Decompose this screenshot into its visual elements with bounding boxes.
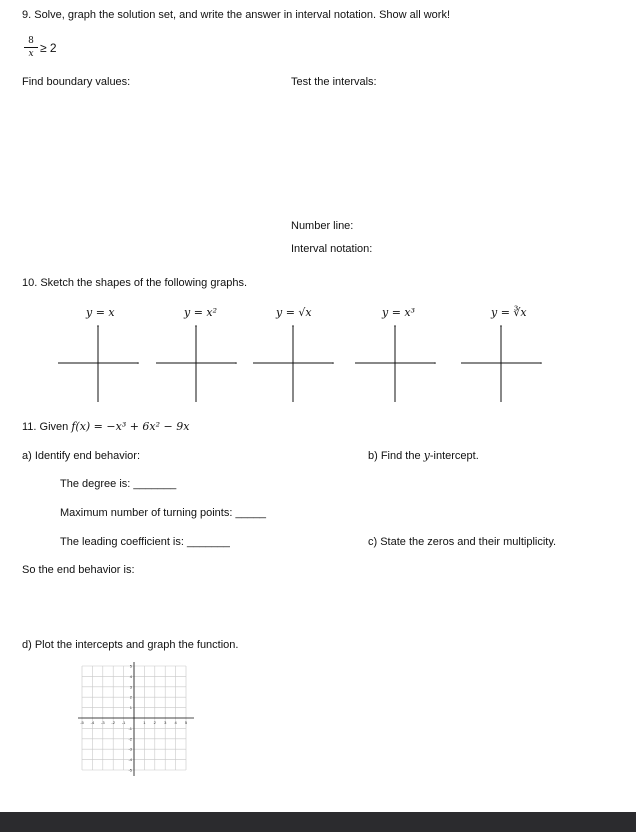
graph-label-cubic: y = x³ (382, 306, 416, 319)
graph-label-cbrt: y = ∛x (491, 306, 527, 319)
grid-y-tick-label: 4 (129, 673, 132, 679)
graph-label-sqrt: y = √x (276, 306, 312, 319)
grid-y-tick-label: 5 (129, 663, 132, 669)
q9-fraction (24, 36, 38, 59)
q9-number-line-label: Number line: (291, 220, 354, 232)
grid-y-tick-label: 2 (129, 694, 132, 700)
coordinate-grid[interactable] (78, 662, 196, 774)
grid-x-tick-label: 5 (184, 720, 188, 725)
q10-prompt: 10. Sketch the shapes of the following graphs. (22, 277, 248, 289)
grid-x-tick-label: -2 (111, 720, 115, 725)
graph-label-linear: y = x (86, 306, 115, 319)
grid-x-tick-label: -1 (121, 720, 126, 725)
grid-x-tick-label: -3 (101, 720, 105, 725)
q9-numerator: 8 (28, 36, 34, 46)
axes-sqrt[interactable] (253, 326, 337, 406)
grid-y-tick-label: -4 (128, 757, 132, 763)
grid-y-tick-label: -1 (128, 725, 132, 731)
grid-x-tick-label: -5 (80, 720, 84, 725)
grid-x-tick-label: -4 (90, 720, 95, 725)
q9-denominator: x (28, 49, 34, 59)
q11d-label: d) Plot the intercepts and graph the function. (22, 639, 239, 651)
grid-y-tick-label: -2 (128, 736, 132, 742)
q11a-label: a) Identify end behavior: (22, 450, 141, 462)
q11b-prefix: b) Find the (368, 450, 424, 462)
end-behavior-label: So the end behavior is: (22, 564, 135, 576)
axes-quadratic[interactable] (156, 326, 240, 406)
turning-points-label: Maximum number of turning points: _____ (60, 507, 267, 519)
q9-boundary-label: Find boundary values: (22, 76, 131, 88)
grid-y-tick-label: -5 (128, 767, 132, 773)
q11b-label (368, 449, 479, 463)
grid-x-tick-label: 2 (153, 720, 156, 725)
grid-x-tick-label: 3 (164, 720, 167, 725)
grid-y-tick-label: 3 (129, 684, 132, 690)
q11b-var: y (423, 449, 430, 462)
footer-bar (0, 812, 636, 832)
grid-y-tick-label: 1 (129, 705, 132, 711)
axes-cbrt[interactable] (461, 326, 545, 406)
grid-x-tick-label: 1 (143, 720, 146, 725)
q9-test-label: Test the intervals: (291, 76, 377, 88)
q9-interval-label: Interval notation: (291, 243, 373, 255)
degree-label: The degree is: _______ (60, 478, 177, 490)
q11c-label: c) State the zeros and their multiplicity. (368, 536, 557, 548)
q11b-suffix: -intercept. (429, 450, 479, 462)
grid-x-tick-label: 4 (174, 720, 177, 725)
graph-label-quadratic: y = x² (184, 306, 218, 319)
q11-prompt (22, 420, 189, 434)
grid-y-tick-label: -3 (128, 746, 132, 752)
leading-coefficient-label: The leading coefficient is: _______ (60, 536, 230, 548)
axes-linear[interactable] (58, 326, 142, 406)
q9-relation: ≥ 2 (40, 41, 57, 55)
q9-prompt: 9. Solve, graph the solution set, and write the answer in interval notation. Show all work! (22, 9, 451, 21)
q11-prompt-prefix: 11. Given (22, 421, 72, 433)
axes-cubic[interactable] (355, 326, 439, 406)
q11-function: f(x) = −x³ + 6x² − 9x (71, 420, 190, 433)
